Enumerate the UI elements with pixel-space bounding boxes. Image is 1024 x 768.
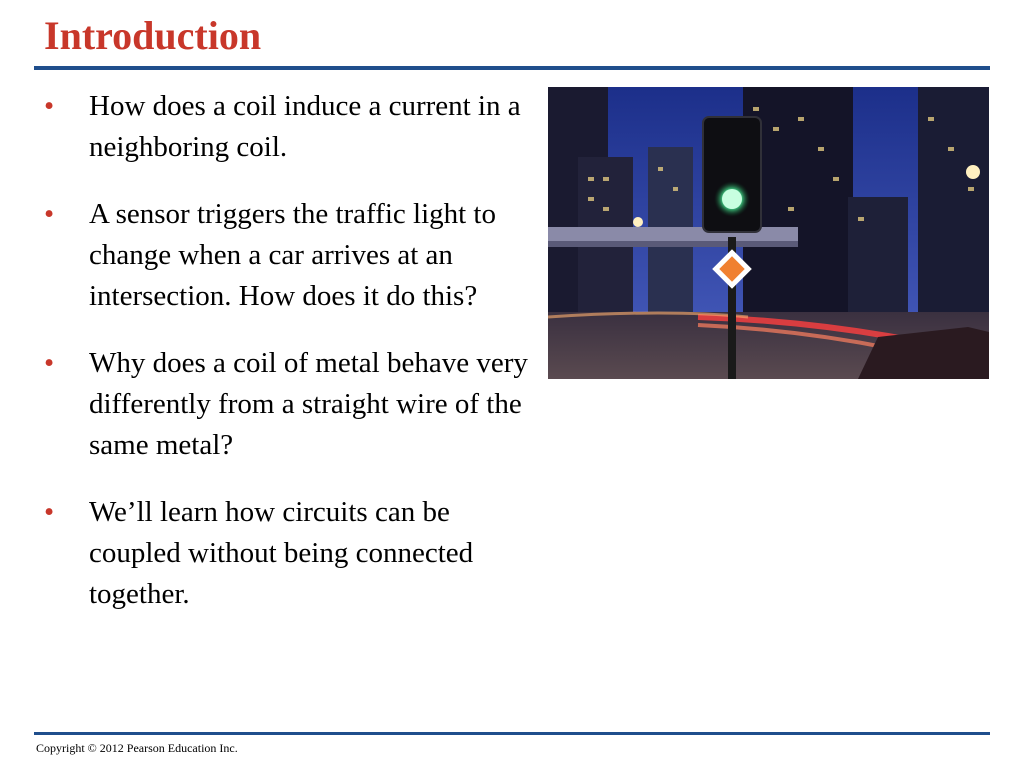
bullet-text: We’ll learn how circuits can be coupled without being connected together. — [89, 496, 474, 610]
bullet-list — [44, 86, 534, 641]
bullet-item — [44, 86, 534, 168]
bullet-text: How does a coil induce a current in a neighboring coil. — [89, 90, 521, 163]
title-divider — [34, 66, 990, 70]
bullet-item — [44, 343, 534, 466]
footer-divider — [34, 732, 990, 735]
bullet-item — [44, 492, 534, 615]
bullet-icon: • — [44, 90, 55, 122]
bullet-icon: • — [44, 496, 55, 528]
bullet-item — [44, 194, 534, 317]
bullet-icon: • — [44, 347, 55, 379]
copyright-text: Copyright © 2012 Pearson Education Inc. — [36, 741, 238, 755]
bullet-text: Why does a coil of metal behave very differently from a straight wire of the same metal? — [89, 347, 528, 461]
bullet-icon: • — [44, 198, 55, 230]
bullet-text: A sensor triggers the traffic light to change when a car arrives at an intersection. How does it do this? — [89, 198, 496, 312]
slide-title: Introduction — [44, 13, 262, 58]
traffic-light-photo — [548, 87, 989, 379]
